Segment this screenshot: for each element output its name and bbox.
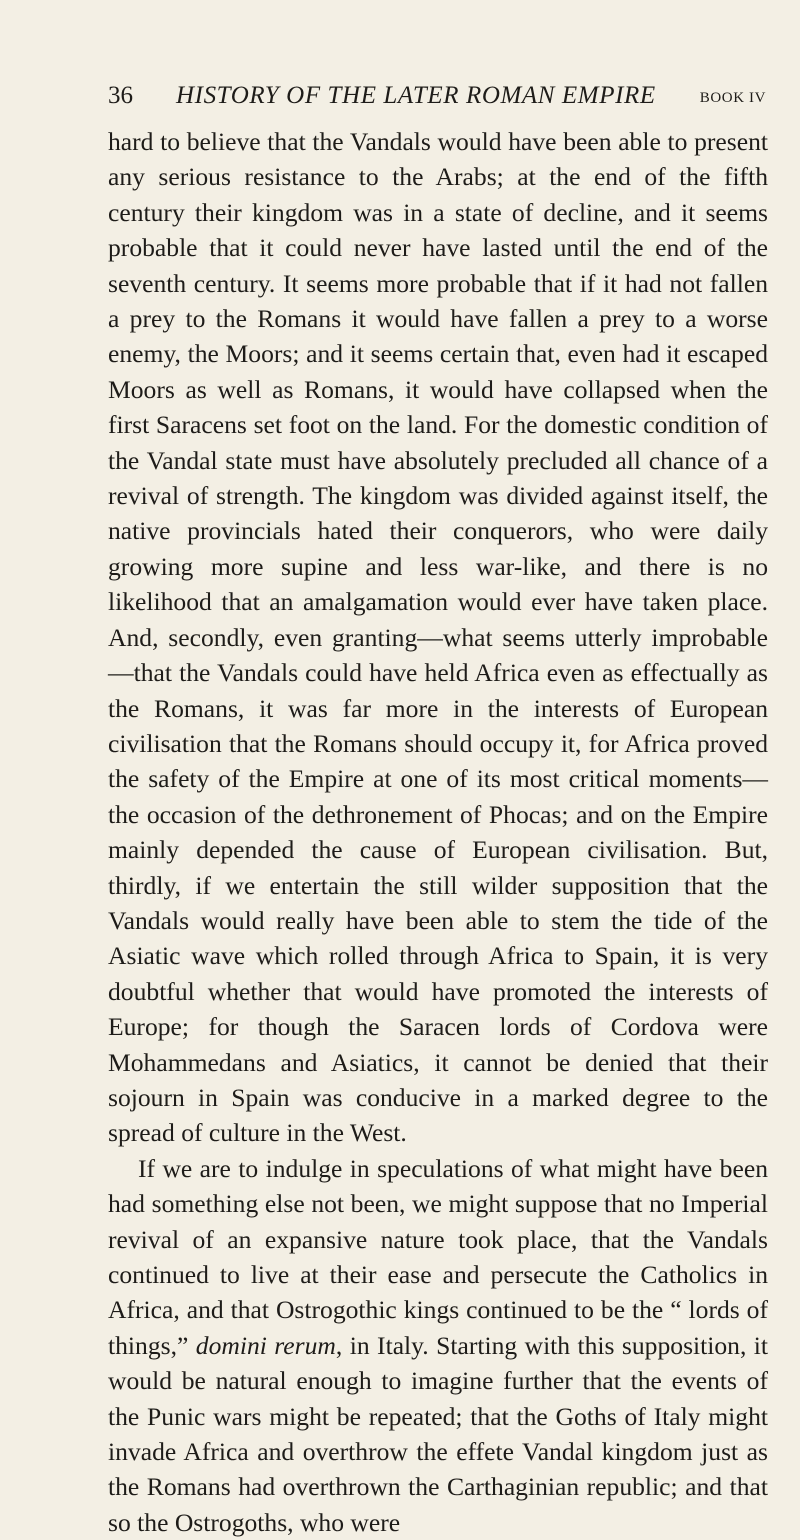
running-header — [108, 79, 766, 113]
latin-phrase: domini rerum — [195, 1330, 336, 1360]
running-title: HISTORY OF THE LATER ROMAN EMPIRE — [176, 82, 656, 109]
book-label: BOOK IV — [699, 90, 766, 106]
paragraph-text-after-latin: , in Italy. Starting with this supposition, it would be natural enough to imagine further that the events of the Punic wars might be repeated; that the Goths of Italy might invade Africa and overthrow the effete Vandal kingdom just as the Romans had overthrown the Carthaginian republic; and that so the Ostrogoths, who were — [108, 1330, 768, 1537]
paragraph-continued: hard to believe that the Vandals would have been able to present any serious resistance to the Arabs; at the end of the fifth century their kingdom was in a state of decline, and it seems probable that it could never have lasted until the end of the seventh century. It seems more probable that if it had not fallen a prey to the Romans it would have fallen a prey to a worse enemy, the Moors; and it seems certain that, even had it escaped Moors as well as Romans, it would have collapsed when the first Saracens set foot on the land. For the domestic condition of the Vandal state must have absolutely precluded all chance of a revival of strength. The kingdom was divided against itself, the native provincials hated their conquerors, who were daily growing more supine and less war-like, and there is no likelihood that an amalgamation would ever have taken place. And, secondly, even granting—what seems utterly improbable—that the Vandals could have held Africa even as effectually as the Romans, it was far more in the interests of European civilisation that the Romans should occupy it, for Africa proved the safety of the Empire at one of its most critical moments—the occasion of the dethronement of Phocas; and on the Empire mainly depended the cause of European civilisation. But, thirdly, if we entertain the still wilder supposition that the Vandals would really have been able to stem the tide of the Asiatic wave which rolled through Africa to Spain, it is very doubtful whether that would have promoted the interests of Europe; for though the Saracen lords of Cordova were Mohammedans and Asiatics, it cannot be denied that their sojourn in Spain was conducive in a marked degree to the spread of culture in the West. — [108, 127, 768, 1148]
paragraph-speculation — [108, 1151, 768, 1540]
paragraph-text-before-latin: If we are to indulge in speculations of what might have been had something else not been, we might suppose that no Imperial revival of an expansive nature took place, that the Vandals continued to live at their ease and persecute the Catholics in Africa, and that Ostrogothic kings continued to be the “ lords of things,” — [108, 1153, 768, 1360]
body-text — [108, 124, 768, 1540]
page-number: 36 — [108, 82, 133, 109]
